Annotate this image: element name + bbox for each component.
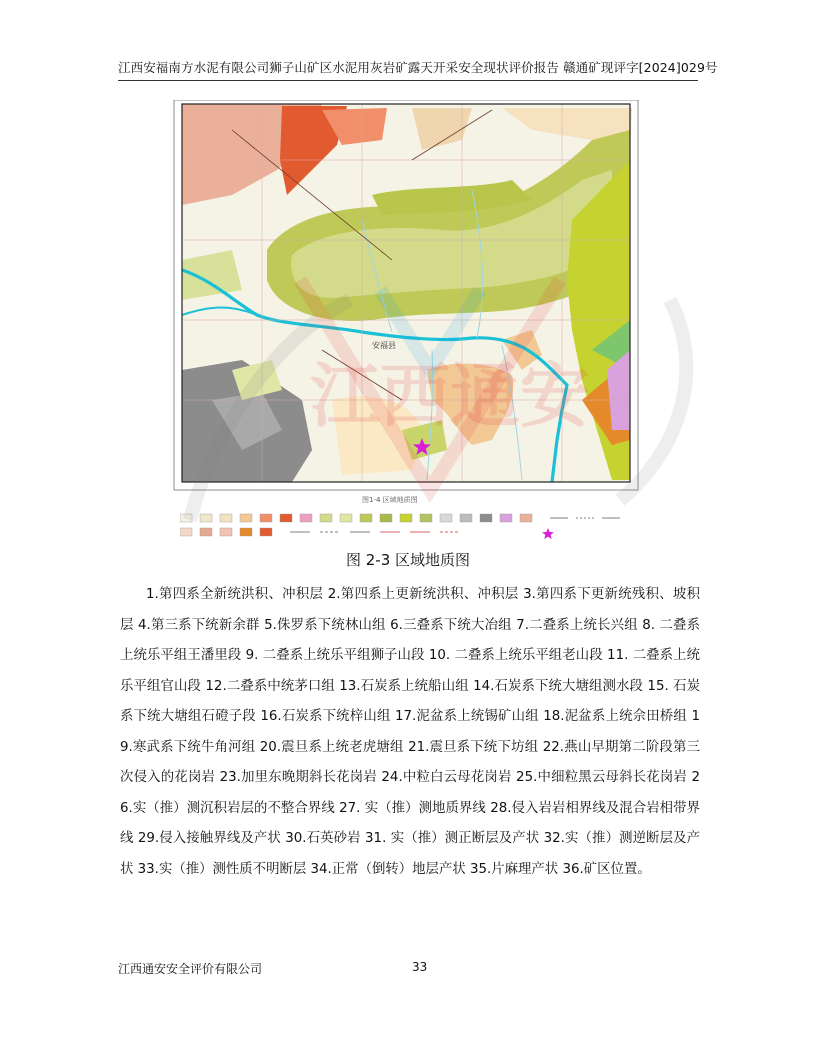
map-inner-caption: 图1-4 区域地质图	[362, 496, 418, 504]
regional-geological-map	[172, 100, 642, 492]
page-number: 33	[412, 960, 428, 974]
legend-explanation-paragraph: 1.第四系全新统洪积、冲积层 2.第四系上更新统洪积、冲积层 3.第四系下更新统残积、坡积层 4.第三系下统新余群 5.侏罗系下统林山组 6.三叠系下统大冶组 7.二叠系上统长兴组 8. 二叠系上统乐平组王潘里段 9. 二叠系上统乐平组狮子山段 10. 二叠系上统乐平组老山段 11. 二叠系上统乐平组官山段 12.二叠系中统茅口组 13.石炭系上统船山组 14.石炭系下统大塘组测水段 15. 石炭系下统大塘组石磴子段 16.石炭系下统梓山组 17.泥盆系上统锡矿山组 18.泥盆系上统佘田桥组 19.寒武系下统牛角河组 20.震旦系上统老虎塘组 21.震旦系下统下坊组 22.燕山早期第二阶段第三次侵入的花岗岩 23.加里东晚期斜长花岗岩 24.中粒白云母花岗岩 25.中细粒黑云母斜长花岗岩 26.实（推）测沉积岩层的不整合界线 27. 实（推）测地质界线 28.侵入岩岩相界线及混合岩相带界线 29.侵入接触界线及产状 30.石英砂岩 31. 实（推）测正断层及产状 32.实（推）测逆断层及产状 33.实（推）测性质不明断层 34.正常（倒转）地层产状 35.片麻理产状 36.矿区位置。	[120, 587, 700, 877]
footer-company: 江西通安安全评价有限公司	[118, 962, 263, 976]
figure-title: 图 2-3 区域地质图	[345, 551, 471, 569]
header-rule	[118, 80, 698, 81]
page-header: 江西安福南方水泥有限公司狮子山矿区水泥用灰岩矿露天开采安全现状评价报告 赣通矿现评字[2024]029号	[118, 60, 718, 75]
legend-star-icon	[542, 528, 554, 539]
map-legend-strip	[180, 512, 650, 540]
town-label: 安福县	[372, 341, 396, 350]
